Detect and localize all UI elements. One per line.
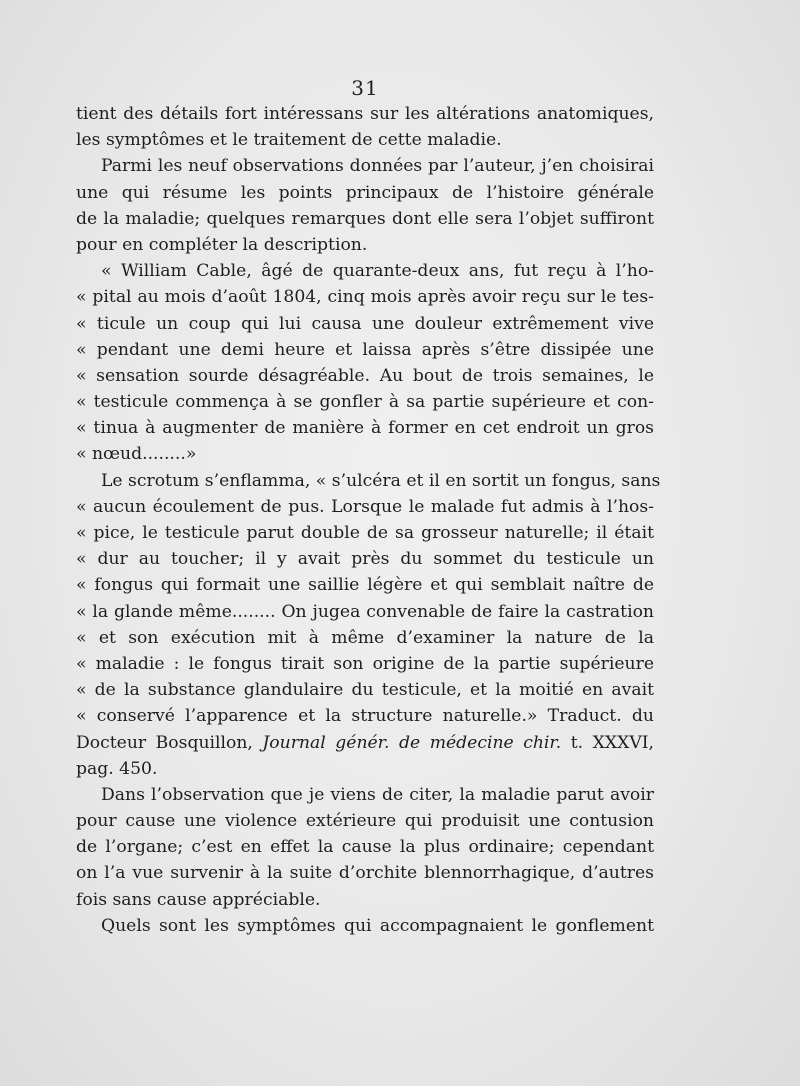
- text-line: « ticule un coup qui lui causa une douleur extrêmement vive: [76, 313, 654, 334]
- text-line: « pendant une demi heure et laissa après s’être dissipée une: [76, 339, 654, 360]
- text-line: « maladie : le fongus tirait son origine de la partie supérieure: [76, 653, 654, 674]
- text-line: « de la substance glandulaire du testicule, et la moitié en avait: [76, 680, 654, 701]
- text-line: « pital au mois d’août 1804, cinq mois après avoir reçu sur le tes-: [76, 287, 654, 308]
- text-line: une qui résume les points principaux de l’histoire générale: [76, 182, 654, 203]
- text-line: « William Cable, âgé de quarante-deux ans, fut reçu à l’ho-: [101, 261, 654, 282]
- text-line: pour en compléter la description.: [76, 234, 368, 255]
- text-line: Le scrotum s’enflamma, « s’ulcéra et il en sortit un fongus, sans: [101, 470, 661, 491]
- body-text: [76, 101, 661, 939]
- text-line: de la maladie; quelques remarques dont elle sera l’objet suffiront: [76, 208, 654, 229]
- text-line: Docteur Bosquillon, Journal génér. de médecine chir. t. XXXVI,: [76, 732, 654, 753]
- text-line: les symptômes et le traitement de cette maladie.: [76, 130, 502, 151]
- text-line: Parmi les neuf observations données par l’auteur, j’en choisirai: [101, 156, 654, 177]
- text-line: pour cause une violence extérieure qui produisit une contusion: [76, 811, 654, 832]
- text-line: tient des détails fort intéressans sur les altérations anatomiques,: [76, 104, 654, 124]
- text-line: de l’organe; c’est en effet la cause la plus ordinaire; cependant: [76, 837, 654, 858]
- text-line: Dans l’observation que je viens de citer, la maladie parut avoir: [101, 784, 654, 805]
- text-line: pag. 450.: [76, 758, 158, 779]
- text-line: « sensation sourde désagréable. Au bout de trois semaines, le: [76, 365, 654, 386]
- text-line: « pice, le testicule parut double de sa grosseur naturelle; il était: [76, 523, 654, 543]
- text-line: « nœud........»: [76, 444, 197, 465]
- text-line: « et son exécution mit à même d’examiner la nature de la: [76, 627, 654, 648]
- text-line: « aucun écoulement de pus. Lorsque le malade fut admis à l’hos-: [76, 496, 654, 517]
- text-line: fois sans cause appréciable.: [76, 889, 321, 910]
- text-line: « testicule commença à se gonfler à sa partie supérieure et con-: [76, 392, 654, 413]
- text-line: « fongus qui formait une saillie légère et qui semblait naître de: [76, 575, 654, 596]
- page-number: 31: [351, 76, 379, 100]
- text-line: on l’a vue survenir à la suite d’orchite blennorrhagique, d’autres: [76, 863, 654, 884]
- text-line: « dur au toucher; il y avait près du sommet du testicule un: [76, 549, 654, 570]
- text-line: « conservé l’apparence et la structure naturelle.» Traduct. du: [76, 706, 654, 727]
- text-line: « tinua à augmenter de manière à former en cet endroit un gros: [76, 418, 654, 439]
- text-line: « la glande même........ On jugea convenable de faire la castration: [76, 601, 654, 622]
- text-line: Quels sont les symptômes qui accompagnaient le gonflement: [101, 915, 654, 936]
